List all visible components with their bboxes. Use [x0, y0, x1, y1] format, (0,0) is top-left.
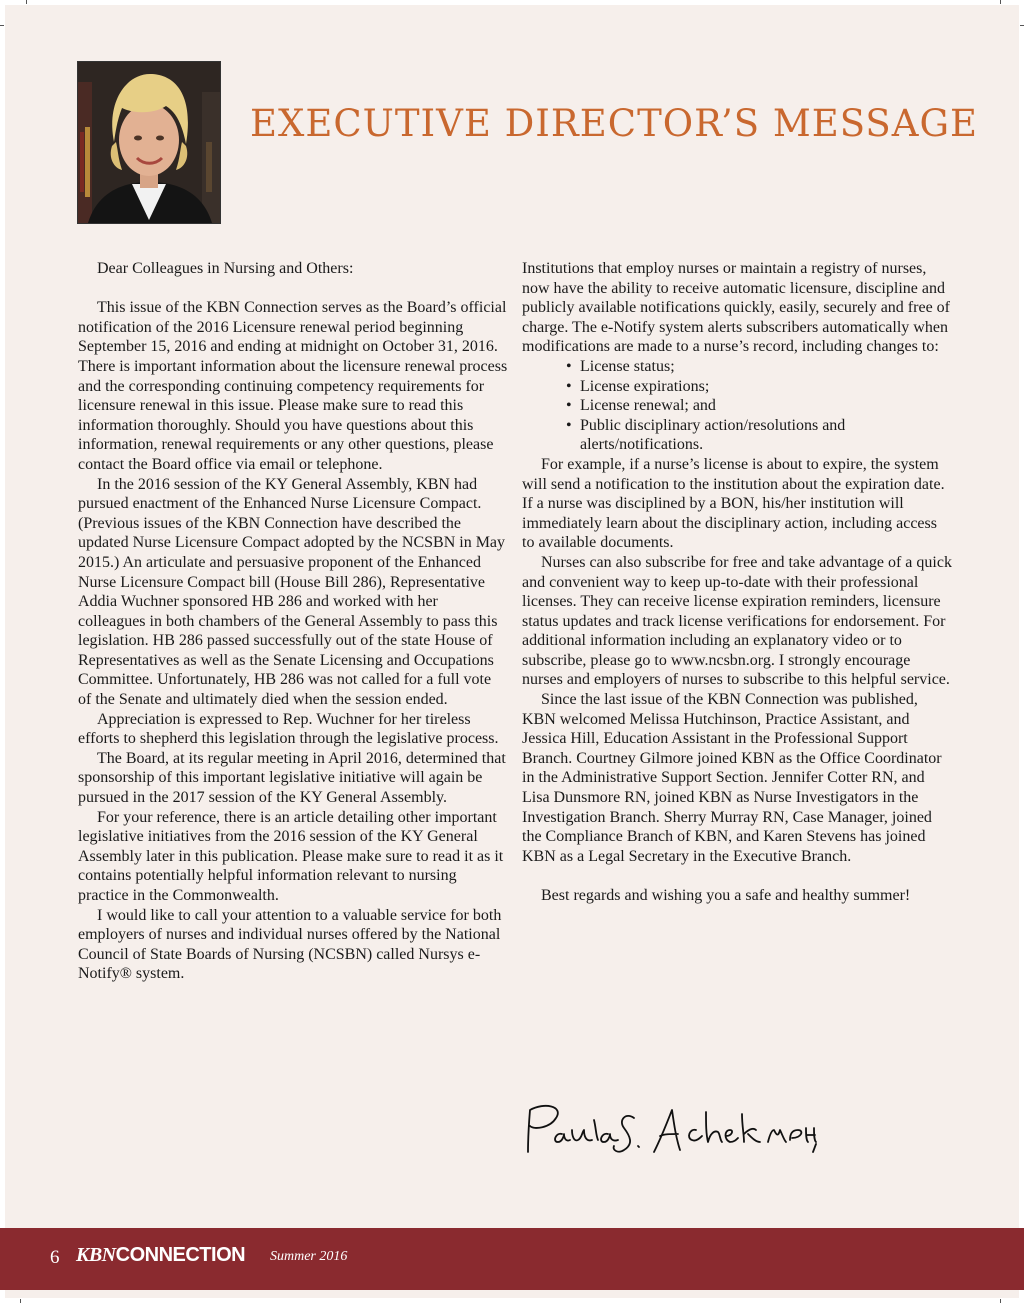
publication-logo	[76, 1244, 245, 1267]
page-number: 6	[50, 1247, 60, 1268]
right-text-column	[522, 259, 952, 906]
list-item: • Public disciplinary action/resolutions and alerts/notifications.	[562, 416, 952, 455]
list-item: • License expirations;	[562, 377, 952, 397]
body-paragraph: This issue of the KBN Connection serves as the Board’s official notification of the 2016 Licensure renewal period beginning September 15, 2016 and ending at midnight on October 31, 2016. There is important information about the licensure renewal process and the corresponding continuing competency requirements for licensure renewal in this issue. Please make sure to read this information thoroughly. Should you have questions about this information, renewal requirements or any other questions, please contact the Board office via email or telephone.	[78, 299, 508, 473]
body-paragraph: I would like to call your attention to a valuable service for both employers of nurses and individual nurses offered by the National Council of State Boards of Nursing (NCSBN) called Nursys e-Notify® system.	[78, 906, 502, 983]
change-list	[522, 357, 952, 455]
issue-date: Summer 2016	[270, 1249, 348, 1264]
crop-mark	[0, 25, 4, 26]
crop-mark	[1020, 25, 1024, 26]
crop-mark	[1000, 0, 1001, 4]
closing-line: Best regards and wishing you a safe and healthy summer!	[541, 887, 911, 904]
body-paragraph: For your reference, there is an article detailing other important legislative initiatives from the 2016 session of the KY General Assembly later in this publication. Please make sure to read it as it contains potentially helpful information relevant to nursing practice in the Commonwealth.	[78, 808, 504, 904]
handwritten-signature	[522, 1100, 822, 1165]
portrait-illustration	[78, 62, 220, 223]
logo-kbn: KBN	[76, 1244, 116, 1266]
list-item: • License status;	[562, 357, 952, 377]
body-paragraph: Nurses can also subscribe for free and take advantage of a quick and convenient way to keep up-to-date with their professional licenses. They can receive license expiration reminders, licensure status updates and track license verifications for endorsement. For additional information including an explanatory video or to subscribe, please go to www.ncsbn.org. I strongly encourage nurses and employers of nurses to subscribe to this helpful service.	[522, 553, 952, 689]
list-item: • License renewal; and	[562, 396, 952, 416]
body-paragraph: For example, if a nurse’s license is about to expire, the system will send a notification to the institution about the expiration date. If a nurse was disciplined by a BON, his/her institution will immediately learn about the disciplinary action, including access to available documents.	[522, 455, 945, 552]
crop-mark	[1000, 1299, 1001, 1303]
body-paragraph: Institutions that employ nurses or maintain a registry of nurses, now have the ability to receive automatic licensure, discipline and publicly available notifications quickly, easily, securely and free of charge. The e-Notify system alerts subscribers automatically when modifications are made to a nurse’s record, including changes to:	[522, 260, 950, 356]
salutation: Dear Colleagues in Nursing and Others:	[97, 260, 354, 277]
body-paragraph: The Board, at its regular meeting in April 2016, determined that sponsorship of this important legislative initiative will again be pursued in the 2017 session of the KY General Assembly.	[78, 749, 506, 807]
body-paragraph: In the 2016 session of the KY General Assembly, KBN had pursued enactment of the Enhanced Nurse Licensure Compact. (Previous issues of the KBN Connection have described the updated Nurse Licensure Compact adopted by the NCSBN in May 2015.) An articulate and persuasive proponent of the Enhanced Nurse Licensure Compact bill (House Bill 286), Representative Addia Wuchner sponsored HB 286 and worked with her colleagues in both chambers of the General Assembly to pass this legislation. HB 286 passed successfully out of the state House of Representatives as well as the Senate Licensing and Occupations Committee. Unfortunately, HB 286 was not called for a full vote of the Senate and ultimately died when the session ended.	[78, 475, 506, 709]
logo-connection: CONNECTION	[115, 1244, 246, 1266]
page-title: EXECUTIVE DIRECTOR’S MESSAGE	[250, 102, 979, 145]
left-text-column	[78, 259, 508, 984]
crop-mark	[26, 0, 27, 4]
body-paragraph: Appreciation is expressed to Rep. Wuchner for her tireless efforts to shepherd this legislation through the legislative process.	[78, 710, 499, 748]
crop-mark	[20, 1299, 21, 1303]
director-portrait-photo	[77, 61, 221, 224]
body-paragraph: Since the last issue of the KBN Connection was published, KBN welcomed Melissa Hutchinson, Practice Assistant, and Jessica Hill, Education Assistant in the Professional Support Branch. Courtney Gilmore joined KBN as the Office Coordinator in the Administrative Support Section. Jennifer Cotter RN, and Lisa Dunsmore RN, joined KBN as Nurse Investigators in the Investigation Branch. Sherry Murray RN, Case Manager, joined the Compliance Branch of KBN, and Karen Stevens has joined KBN as a Legal Secretary in the Executive Branch.	[522, 691, 942, 865]
